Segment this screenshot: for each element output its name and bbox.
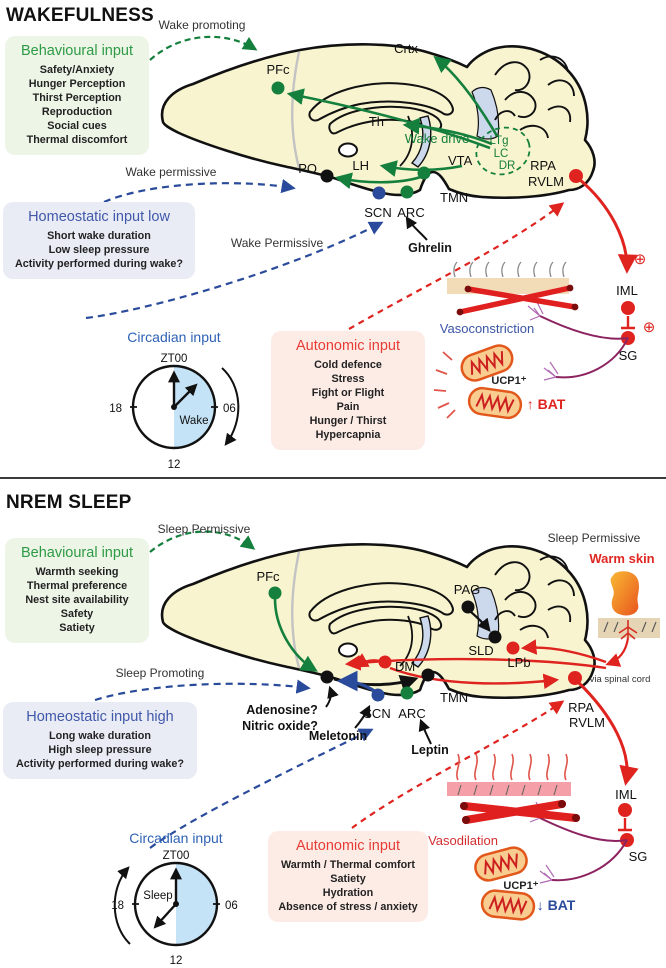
circadian-input-title-wake: Circadian input [127, 329, 221, 345]
arc-dot [401, 186, 414, 199]
nrem-sleep-title: NREM SLEEP [6, 492, 132, 513]
clock-18-nrem: 18 [111, 900, 124, 912]
wake-permissive-label-1: Wake permissive [125, 165, 217, 179]
sleep-promoting-label: Sleep Promoting [115, 666, 205, 680]
autonomic-arrow [349, 204, 562, 329]
rpa-label-nrem: RPA [568, 700, 594, 715]
lc-label: LC [493, 148, 509, 160]
via-spinal-cord-label: via spinal cord [589, 674, 651, 685]
lh-label: LH [352, 158, 369, 173]
panel-divider [0, 477, 666, 479]
iml-label-nrem: IML [615, 787, 637, 802]
sg-label-nrem: SG [628, 849, 648, 864]
autonomic-item: Hypercapnia [315, 429, 381, 442]
homeostatic-item: Activity performed during wake? [15, 258, 183, 271]
bat-label: ↑ BAT [526, 396, 566, 412]
behavioural-item: Thirst Perception [32, 92, 122, 105]
wake-permissive-arrow-1 [104, 183, 293, 202]
dm-dot [379, 656, 392, 669]
arc-dot-nrem [401, 687, 414, 700]
wake-drive-label: Wake drive [404, 131, 470, 146]
clock-18: 18 [109, 403, 122, 415]
homeostatic-item: Activity performed during wake? [16, 758, 184, 771]
pag-dot [462, 601, 475, 614]
tmn-label-nrem: TMN [440, 690, 469, 705]
arc-label-nrem: ARC [398, 706, 426, 721]
clock-06: 06 [223, 403, 236, 415]
iml-to-sg-inhib-nrem [618, 818, 632, 830]
iml-dot-nrem [618, 803, 632, 817]
autonomic-item: Absence of stress / anxiety [278, 901, 418, 914]
behavioural-input-title-nrem: Behavioural input [20, 545, 134, 561]
dm-label: DM [395, 659, 416, 674]
homeostatic-input-box-wake [3, 202, 195, 279]
rvlm-label-nrem: RVLM [569, 715, 605, 730]
homeostatic-item: Long wake duration [49, 730, 151, 742]
adenosine-label: Adenosine? [246, 703, 318, 717]
iml-dot [621, 301, 635, 315]
sld-dot [489, 631, 502, 644]
scn-dot-nrem [372, 689, 385, 702]
po-label: PO [298, 161, 317, 176]
behavioural-item: Nest site availability [25, 594, 129, 607]
iml-label: IML [616, 283, 638, 298]
autonomic-item: Satiety [330, 873, 366, 886]
lpb-dot [507, 642, 520, 655]
autonomic-input-box-nrem [268, 831, 428, 922]
rvlm-to-iml-arrow-nrem [578, 682, 627, 782]
th-label: Th [368, 114, 384, 129]
clock-zt00-nrem: ZT00 [162, 850, 190, 862]
vta-label: VTA [448, 153, 473, 168]
arc-label: ARC [397, 205, 425, 220]
behavioural-item: Social cues [47, 120, 107, 133]
heat-sparks [434, 352, 455, 418]
ghrelin-label: Ghrelin [408, 241, 452, 255]
plus-sign-1: ⊕ [633, 251, 647, 268]
ucp1-label-nrem: UCP1⁺ [503, 880, 539, 892]
wakefulness-title: WAKEFULNESS [6, 5, 154, 26]
rvlm-label: RVLM [528, 174, 564, 189]
autonomic-item: Pain [336, 401, 360, 414]
rvlm-to-iml-arrow [579, 179, 627, 270]
scn-label: SCN [364, 205, 392, 220]
skin-to-spinal-arrow [608, 638, 628, 664]
sld-label: SLD [468, 643, 494, 658]
behavioural-item: Hunger Perception [28, 78, 126, 91]
homeostatic-item: High sleep pressure [48, 744, 152, 757]
sleep-permissive-label-right: Sleep Permissive [547, 531, 641, 545]
clock-06-nrem: 06 [225, 900, 238, 912]
autonomic-item: Warmth / Thermal comfort [281, 859, 415, 871]
autonomic-item: Hunger / Thirst [309, 415, 387, 428]
tmn-label: TMN [440, 190, 469, 205]
behavioural-item: Reproduction [41, 106, 113, 119]
autonomic-item: Fight or Flight [311, 387, 385, 400]
circadian-input-title-nrem: Circadian input [129, 830, 223, 846]
wake-permissive-label-2: Wake Permissive [230, 236, 324, 250]
circadian-clock-nrem [115, 863, 220, 945]
behavioural-input-title: Behavioural input [20, 43, 134, 59]
heat-waves [457, 754, 567, 780]
tmn-dot [418, 167, 431, 180]
autonomic-input-title-nrem: Autonomic input [296, 838, 400, 854]
plus-sign-2: ⊕ [642, 319, 656, 336]
pfc-label: PFc [266, 62, 290, 77]
homeostatic-input-box-nrem [3, 702, 197, 779]
clock-night-half [176, 863, 217, 945]
autonomic-item: Hydration [322, 887, 374, 900]
vasodilation-label: Vasodilation [428, 833, 498, 848]
clock-zt00: ZT00 [160, 353, 188, 365]
nerve-twigs [528, 300, 558, 380]
autonomic-input-box-wake [271, 331, 425, 450]
sleep-permissive-label-left: Sleep Permissive [157, 522, 251, 536]
dr-label: DR [498, 160, 516, 172]
scn-label-nrem: SCN [363, 706, 391, 721]
warm-skin-label: Warm skin [589, 551, 655, 566]
behavioural-item: Satiety [59, 622, 95, 635]
poa-dot [321, 671, 334, 684]
wake-promoting-label: Wake promoting [158, 18, 246, 32]
leptin-arrow [421, 721, 431, 744]
lpb-label: LPb [507, 655, 531, 670]
behavioural-item: Safety [60, 608, 94, 621]
homeostatic-item: Short wake duration [47, 230, 151, 242]
sympathetic-nerves-nrem [540, 818, 627, 880]
homeostatic-input-title-nrem: Homeostatic input high [26, 709, 174, 725]
crtx-label: Crtx [394, 41, 418, 56]
pfc-dot [272, 82, 285, 95]
sg-label: SG [618, 348, 638, 363]
behavioural-item: Thermal preference [26, 580, 128, 593]
nitric-oxide-label: Nitric oxide? [242, 719, 318, 733]
homeostatic-item: Low sleep pressure [48, 244, 150, 257]
autonomic-input-title: Autonomic input [296, 338, 400, 354]
behavioural-input-box-wake [5, 36, 149, 155]
clock-phase-wake: Wake [179, 415, 209, 427]
skin-strip-nrem [447, 782, 571, 796]
sympathetic-nerves [540, 316, 628, 377]
leptin-label: Leptin [411, 743, 449, 757]
scn-dot [373, 187, 386, 200]
dilated-vessels [460, 800, 580, 824]
melatonin-label: Meletonin [308, 729, 368, 743]
ghrelin-arrow [407, 218, 427, 240]
sleep-promoting-arrow [95, 684, 308, 700]
pag-label: PAG [453, 582, 481, 597]
behavioural-item: Safety/Anxiety [39, 64, 115, 76]
behavioural-item: Thermal discomfort [26, 134, 128, 147]
iml-to-sg-inhib [621, 316, 635, 328]
clock-12: 12 [167, 459, 181, 471]
clock-wake-half [174, 366, 215, 448]
homeostatic-input-title: Homeostatic input low [28, 209, 170, 225]
vasoconstriction-label: Vasoconstriction [439, 321, 535, 336]
clock-hand-short-nrem [156, 904, 176, 926]
clock-phase-sleep: Sleep [143, 890, 173, 902]
clock-12-nrem: 12 [169, 955, 183, 967]
ucp1-label: UCP1⁺ [491, 375, 527, 387]
tmn-dot-nrem [422, 669, 435, 682]
pfc-dot-nrem [269, 587, 282, 600]
ltg-label: LTg [489, 135, 509, 147]
po-dot [321, 170, 334, 183]
behavioural-input-box-nrem [5, 538, 149, 643]
warm-skin-patch [611, 571, 639, 615]
pfc-label-nrem: PFc [256, 569, 280, 584]
behavioural-item: Warmth seeking [35, 566, 119, 578]
bat-label-nrem: ↓ BAT [536, 897, 576, 913]
autonomic-item: Cold defence [314, 359, 382, 371]
wake-promoting-arrow [150, 37, 255, 60]
rpa-label: RPA [530, 158, 556, 173]
adenosine-arrow [326, 688, 331, 707]
autonomic-item: Stress [331, 373, 365, 386]
skin-hairs [454, 262, 566, 277]
